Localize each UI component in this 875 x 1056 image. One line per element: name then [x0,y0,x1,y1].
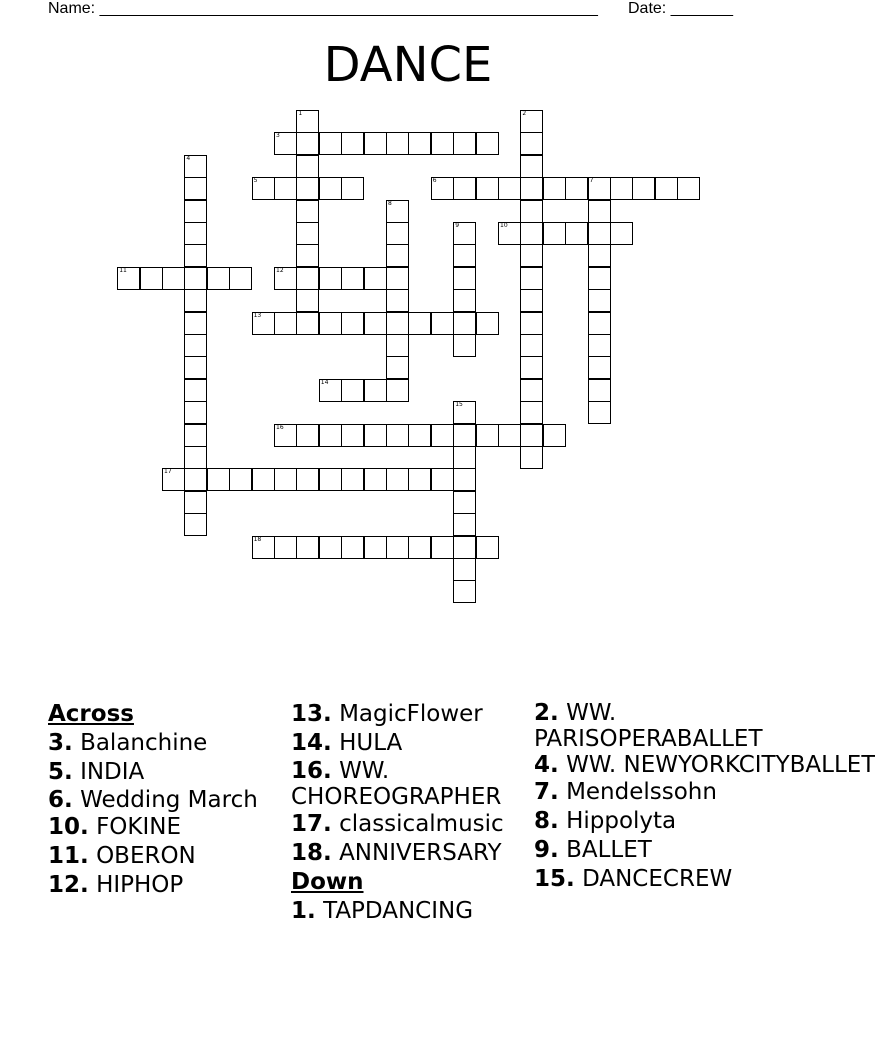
grid-cell[interactable] [341,379,364,402]
grid-cell[interactable] [341,536,364,559]
clue-number-label: 18 [253,535,262,543]
grid-cell[interactable] [184,491,207,514]
grid-cell[interactable] [296,424,319,447]
grid-cell[interactable] [184,177,207,200]
clue-list [48,700,875,960]
clue-number: 13. [291,701,332,727]
grid-cell[interactable] [341,132,364,155]
grid-cell[interactable] [431,468,454,491]
grid-cell[interactable] [229,267,252,290]
clue-number-label: 5 [253,177,258,185]
clue-text: TAPDANCING [323,898,474,924]
grid-cell[interactable] [386,424,409,447]
grid-cell[interactable] [229,468,252,491]
grid-cell[interactable] [296,177,319,200]
clue-item [534,807,768,836]
grid-cell[interactable] [408,424,431,447]
grid-cell[interactable] [453,222,476,245]
grid-cell[interactable] [364,267,387,290]
grid-cell[interactable] [588,401,611,424]
clue-item [48,842,283,871]
grid-cell[interactable] [498,222,521,245]
grid-cell[interactable] [520,177,543,200]
grid-cell[interactable] [520,379,543,402]
grid-cell[interactable] [408,132,431,155]
grid-cell[interactable] [117,267,140,290]
grid-cell[interactable] [610,222,633,245]
clue-number-label: 3 [276,132,280,140]
grid-cell[interactable] [296,200,319,223]
clue-text: ANNIVERSARY [339,840,502,866]
grid-cell[interactable] [565,177,588,200]
grid-cell[interactable] [386,312,409,335]
grid-cell[interactable] [274,536,297,559]
grid-cell[interactable] [431,177,454,200]
grid-cell[interactable] [252,312,275,335]
grid-cell[interactable] [431,424,454,447]
date-field-label: Date: _______ [628,0,733,17]
grid-cell[interactable] [274,177,297,200]
grid-cell[interactable] [588,244,611,267]
grid-cell[interactable] [364,132,387,155]
grid-cell[interactable] [476,177,499,200]
clue-number: 9. [534,837,559,863]
clue-item [291,729,526,758]
clue-item [48,787,283,813]
clue-number: 3. [48,730,73,756]
grid-cell[interactable] [319,132,342,155]
clue-item [48,758,283,787]
clue-item [291,758,526,810]
grid-cell[interactable] [184,200,207,223]
grid-cell[interactable] [386,468,409,491]
grid-cell[interactable] [341,312,364,335]
grid-cell[interactable] [677,177,700,200]
clue-number-label: 15 [455,401,463,409]
grid-cell[interactable] [632,177,655,200]
grid-cell[interactable] [274,424,297,447]
clue-item [534,836,768,865]
grid-cell[interactable] [408,536,431,559]
clue-number-label: 16 [276,423,284,431]
grid-cell[interactable] [453,580,476,603]
grid-cell[interactable] [408,312,431,335]
grid-cell[interactable] [184,356,207,379]
grid-cell[interactable] [386,356,409,379]
grid-cell[interactable] [588,334,611,357]
clue-text: Hippolyta [566,808,677,834]
grid-cell[interactable] [520,200,543,223]
grid-cell[interactable] [274,267,297,290]
clue-number: 14. [291,730,332,756]
clue-number: 12. [48,872,89,898]
grid-cell[interactable] [453,289,476,312]
grid-cell[interactable] [520,334,543,357]
grid-cell[interactable] [184,155,207,178]
grid-cell[interactable] [252,177,275,200]
grid-cell[interactable] [588,177,611,200]
grid-cell[interactable] [386,267,409,290]
grid-cell[interactable] [453,132,476,155]
grid-cell[interactable] [588,222,611,245]
clue-column-2 [291,700,526,926]
grid-cell[interactable] [453,334,476,357]
grid-cell[interactable] [520,155,543,178]
clue-text: BALLET [566,837,652,863]
grid-cell[interactable] [184,401,207,424]
clue-item [291,839,526,868]
grid-cell[interactable] [341,424,364,447]
grid-cell[interactable] [184,312,207,335]
grid-cell[interactable] [274,132,297,155]
grid-cell[interactable] [453,446,476,469]
clue-number: 4. [534,752,559,778]
grid-cell[interactable] [453,267,476,290]
clue-text: MagicFlower [339,701,483,727]
grid-cell[interactable] [408,468,431,491]
grid-cell[interactable] [453,177,476,200]
grid-cell[interactable] [207,267,230,290]
clue-number-label: 17 [164,468,172,476]
grid-cell[interactable] [364,379,387,402]
grid-cell[interactable] [296,468,319,491]
clue-number-label: 10 [500,222,508,229]
grid-cell[interactable] [184,334,207,357]
clue-item [48,813,283,842]
clue-number: 1. [291,898,316,924]
grid-cell[interactable] [319,312,342,335]
grid-cell[interactable] [207,468,230,491]
grid-cell[interactable] [520,424,543,447]
grid-cell[interactable] [341,177,364,200]
clue-item [291,810,526,839]
clue-item [534,865,768,894]
grid-cell[interactable] [431,132,454,155]
grid-cell[interactable] [655,177,678,200]
clue-text: DANCECREW [582,866,733,892]
clue-item [534,752,875,778]
grid-cell[interactable] [341,468,364,491]
clue-text: INDIA [80,759,145,785]
grid-cell[interactable] [274,312,297,335]
clue-number-label: 1 [298,110,303,117]
clue-item [291,700,526,729]
grid-cell[interactable] [476,132,499,155]
clue-number: 16. [291,758,332,784]
grid-cell[interactable] [453,401,476,424]
grid-cell[interactable] [319,536,342,559]
clue-text: HIPHOP [96,872,184,898]
clue-number-label: 9 [455,222,460,229]
clue-text: FOKINE [96,814,181,840]
grid-cell[interactable] [476,536,499,559]
clue-column-3 [534,700,875,894]
clue-item [48,871,283,900]
grid-cell[interactable] [498,424,521,447]
grid-cell[interactable] [520,110,543,133]
grid-cell[interactable] [252,536,275,559]
grid-cell[interactable] [319,468,342,491]
grid-cell[interactable] [296,222,319,245]
clue-item [291,897,526,926]
grid-cell[interactable] [588,267,611,290]
clue-number: 18. [291,840,332,866]
grid-cell[interactable] [162,267,185,290]
grid-cell[interactable] [140,267,163,290]
grid-cell[interactable] [364,468,387,491]
grid-cell[interactable] [543,222,566,245]
grid-cell[interactable] [453,424,476,447]
clue-text: Wedding March [80,787,258,813]
grid-cell[interactable] [520,289,543,312]
grid-cell[interactable] [453,468,476,491]
grid-cell[interactable] [520,132,543,155]
grid-cell[interactable] [319,177,342,200]
page-title: DANCE [323,37,493,93]
grid-cell[interactable] [184,222,207,245]
clue-item [48,729,283,758]
grid-cell[interactable] [386,200,409,223]
grid-cell[interactable] [364,312,387,335]
across-heading: Across [48,701,134,727]
grid-cell[interactable] [588,356,611,379]
clue-text: WW. PARISOPERABALLET [534,700,763,752]
grid-cell[interactable] [386,244,409,267]
clue-item [534,700,768,752]
grid-cell[interactable] [184,379,207,402]
grid-cell[interactable] [453,513,476,536]
grid-cell[interactable] [520,356,543,379]
grid-cell[interactable] [184,513,207,536]
grid-cell[interactable] [588,200,611,223]
clue-number: 15. [534,866,575,892]
grid-cell[interactable] [296,312,319,335]
clue-number-label: 6 [432,177,437,185]
clue-number-label: 2 [522,110,527,117]
grid-cell[interactable] [162,468,185,491]
grid-cell[interactable] [341,267,364,290]
grid-cell[interactable] [184,446,207,469]
grid-cell[interactable] [296,267,319,290]
grid-cell[interactable] [319,424,342,447]
clue-number: 7. [534,779,559,805]
clue-text: OBERON [96,843,196,869]
grid-cell[interactable] [453,491,476,514]
grid-cell[interactable] [453,558,476,581]
name-field-label: Name: ________________________________________________________ [48,0,598,17]
clue-number-label: 12 [276,266,284,274]
clue-number: 11. [48,843,89,869]
grid-cell[interactable] [588,289,611,312]
grid-cell[interactable] [431,536,454,559]
grid-cell[interactable] [296,289,319,312]
clue-item [534,778,768,807]
grid-cell[interactable] [386,536,409,559]
clue-text: classicalmusic [339,811,504,837]
grid-cell[interactable] [453,312,476,335]
grid-cell[interactable] [520,401,543,424]
grid-cell[interactable] [386,222,409,245]
grid-cell[interactable] [386,379,409,402]
grid-cell[interactable] [296,132,319,155]
clue-number: 6. [48,787,73,813]
grid-cell[interactable] [184,289,207,312]
grid-cell[interactable] [319,267,342,290]
clue-text: WW. NEWYORKCITYBALLET [566,752,875,778]
grid-cell[interactable] [520,446,543,469]
clue-text: HULA [339,730,403,756]
grid-cell[interactable] [565,222,588,245]
grid-cell[interactable] [476,312,499,335]
grid-cell[interactable] [296,536,319,559]
clue-text: Mendelssohn [566,779,717,805]
grid-cell[interactable] [184,244,207,267]
grid-cell[interactable] [498,177,521,200]
grid-cell[interactable] [184,424,207,447]
grid-cell[interactable] [296,244,319,267]
grid-cell[interactable] [386,132,409,155]
grid-cell[interactable] [319,379,342,402]
grid-cell[interactable] [364,424,387,447]
grid-cell[interactable] [386,289,409,312]
clue-number: 17. [291,811,332,837]
clue-number-label: 13 [253,311,262,319]
grid-cell[interactable] [588,312,611,335]
grid-cell[interactable] [386,334,409,357]
clue-number: 5. [48,759,73,785]
grid-cell[interactable] [252,468,275,491]
grid-cell[interactable] [296,155,319,178]
clue-number-label: 4 [186,154,191,162]
clue-number-label: 11 [119,266,127,274]
grid-cell[interactable] [610,177,633,200]
grid-cell[interactable] [296,110,319,133]
clue-number: 10. [48,814,89,840]
clue-number-label: 8 [388,199,392,207]
grid-cell[interactable] [520,244,543,267]
clue-number-label: 7 [589,177,594,185]
grid-cell[interactable] [543,177,566,200]
grid-cell[interactable] [364,536,387,559]
grid-cell[interactable] [184,468,207,491]
grid-cell[interactable] [274,468,297,491]
grid-cell[interactable] [520,312,543,335]
grid-cell[interactable] [520,222,543,245]
clue-number: 2. [534,700,559,726]
grid-cell[interactable] [431,312,454,335]
grid-cell[interactable] [453,536,476,559]
grid-cell[interactable] [476,424,499,447]
grid-cell[interactable] [520,267,543,290]
clue-text: Balanchine [80,730,208,756]
grid-cell[interactable] [588,379,611,402]
grid-cell[interactable] [543,424,566,447]
down-heading: Down [291,869,364,895]
grid-cell[interactable] [453,244,476,267]
clue-text: WW. CHOREOGRAPHER [291,758,502,810]
clue-number: 8. [534,808,559,834]
clue-number-label: 14 [320,378,329,386]
clue-column-1 [48,700,283,900]
grid-cell[interactable] [184,267,207,290]
